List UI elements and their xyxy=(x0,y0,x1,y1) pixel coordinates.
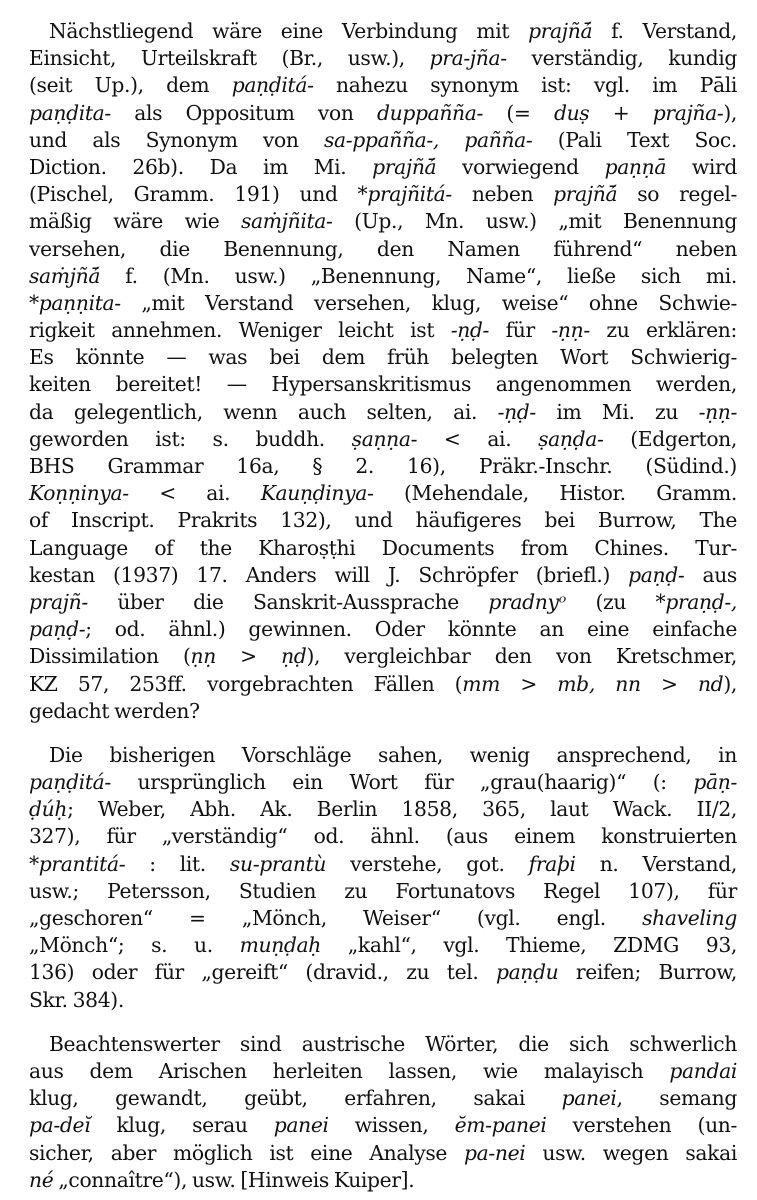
italic-term: né xyxy=(29,1167,54,1192)
text-run: für xyxy=(489,318,552,343)
text-line xyxy=(29,959,737,986)
text-run: ursprünglich ein Wort für „grau(haarig)“ (: xyxy=(110,770,694,795)
text-run: * xyxy=(29,290,39,315)
paragraph xyxy=(29,1031,737,1194)
italic-term: prajñitá- xyxy=(367,182,452,207)
text-line xyxy=(29,769,737,796)
text-run: usw.; Petersson, Studien zu Fortunatovs Regel 107), für xyxy=(29,878,737,903)
text-run: (Edgerton, xyxy=(603,426,737,451)
text-run: (Up., Mn. usw.) „mit Benennung xyxy=(332,209,737,234)
text-run: Einsicht, Urteilskraft (Br., usw.), xyxy=(29,46,430,71)
text-run: + xyxy=(589,100,653,125)
italic-term: pa-deĭ xyxy=(29,1113,91,1138)
text-run: ; od. ähnl.) gewinnen. Oder könnte an eine einfache xyxy=(85,617,737,642)
text-run: , semang xyxy=(616,1086,737,1111)
italic-term: paṇṇita- xyxy=(38,290,121,315)
italic-term: -ṇḍ- xyxy=(450,318,490,343)
text-run: of Inscript. Prakrits 132), und häufigeres bei Burrow, The xyxy=(29,508,737,533)
italic-term: shaveling xyxy=(642,906,737,930)
text-line xyxy=(29,698,737,725)
text-run: Nächstliegend wäre eine Verbindung mit xyxy=(49,19,529,43)
italic-term: pradnyᵒ xyxy=(488,589,567,614)
paragraph xyxy=(29,742,737,1014)
text-run: 327), für „verständig“ od. ähnl. (aus einem konstruierten xyxy=(29,824,737,849)
italic-term: paṇṇā xyxy=(604,154,667,179)
text-run: im Mi. zu xyxy=(535,399,699,424)
text-run: vorwiegend xyxy=(436,154,605,179)
text-run: BHS Grammar 16a, § 2. 16), Präkr.-Inschr. (Südind.) xyxy=(29,454,737,478)
text-run: (= xyxy=(483,100,554,125)
text-run: als Oppositum von xyxy=(110,100,377,125)
text-line xyxy=(29,181,737,208)
text-run: Beachtenswerter sind austrische Wörter, die sich schwerlich xyxy=(49,1031,737,1056)
text-line xyxy=(29,616,737,643)
text-run: ; Weber, Abh. Ak. Berlin 1858, 365, laut Wack. II/2, xyxy=(67,797,737,822)
italic-term: sa-ppañña-, pañña- xyxy=(323,127,533,152)
text-line xyxy=(29,823,737,850)
text-run: neben xyxy=(451,182,554,207)
text-line xyxy=(29,987,737,1014)
italic-term: ḍúḥ xyxy=(29,797,68,822)
text-run: < ai. xyxy=(128,481,261,506)
italic-term: duppañña- xyxy=(376,100,483,125)
text-line xyxy=(29,742,737,769)
text-line xyxy=(29,426,737,453)
text-line xyxy=(29,878,737,905)
text-run: über die Sanskrit-Aussprache xyxy=(87,589,489,614)
text-run: ), vergleichbar den von Kretschmer, xyxy=(306,644,737,669)
text-line xyxy=(29,1140,737,1167)
text-line xyxy=(29,290,737,317)
italic-term: fraþi xyxy=(528,851,576,876)
italic-term: Kauṇḍinya- xyxy=(260,481,374,506)
text-run: klug, gewandt, geübt, erfahren, sakai xyxy=(29,1086,562,1111)
text-run: rigkeit annehmen. Weniger leicht ist xyxy=(29,318,451,343)
text-run: Die bisherigen Vorschläge sahen, wenig ansprechend, in xyxy=(49,742,737,767)
text-line xyxy=(29,263,737,290)
text-run: Skr. 384). xyxy=(29,987,124,1012)
italic-term: ṣaṇṇa- xyxy=(351,426,418,451)
paragraph xyxy=(29,18,737,725)
text-run: Language of the Kharoṣṭhi Documents from Chines. Tur- xyxy=(29,535,737,560)
text-run: verständig, kundig xyxy=(506,46,737,71)
text-run: so regel- xyxy=(617,182,737,207)
text-run: klug, serau xyxy=(90,1113,274,1138)
italic-term: su-prantù xyxy=(229,851,327,876)
italic-term: paṇḍitá- xyxy=(231,73,314,98)
text-run: KZ 57, 253ff. vorgebrachten Fällen ( xyxy=(29,671,463,696)
italic-term: -ṇṇ- xyxy=(698,399,737,424)
text-run: geworden ist: s. buddh. xyxy=(29,426,352,451)
italic-term: Koṇṇinya- xyxy=(29,481,129,506)
text-run: Es könnte — was bei dem früh belegten Wort Schwierig- xyxy=(29,345,737,370)
text-line xyxy=(29,72,737,99)
italic-term: saṁjñita- xyxy=(240,209,333,234)
text-run: „Mönch“; s. u. xyxy=(29,933,240,958)
text-line xyxy=(29,453,737,480)
italic-term: paṇḍ- xyxy=(29,617,86,642)
italic-term: ṇṇ > ṇḍ xyxy=(190,644,307,669)
text-line xyxy=(29,1167,737,1194)
text-line xyxy=(29,1031,737,1058)
italic-term: paṇḍita- xyxy=(29,100,111,125)
text-run: (seit Up.), dem xyxy=(29,73,232,98)
text-line xyxy=(29,317,737,344)
italic-term: panei xyxy=(273,1113,329,1138)
italic-term: mm > mb, nn > nd xyxy=(462,671,724,696)
italic-term: prajñā́ xyxy=(553,182,618,207)
italic-term: prantitá- xyxy=(38,851,126,876)
text-run: zu erklären: xyxy=(589,318,737,343)
text-line xyxy=(29,236,737,263)
text-run: < ai. xyxy=(417,426,539,451)
text-line xyxy=(29,589,737,616)
text-line xyxy=(29,671,737,698)
text-line xyxy=(29,1085,737,1112)
text-line xyxy=(29,905,737,932)
text-run: n. Verstand, xyxy=(575,851,737,876)
document-body xyxy=(29,18,737,1194)
italic-term: prajña- xyxy=(652,100,724,125)
text-run: (Pischel, Gramm. 191) und * xyxy=(29,182,368,207)
text-run: „mit Verstand versehen, klug, weise“ ohne Schwie- xyxy=(120,290,737,315)
text-run: keiten bereitet! — Hypersanskritismus angenommen werden, xyxy=(29,372,737,397)
text-line xyxy=(29,1058,737,1085)
text-line xyxy=(29,371,737,398)
italic-term: pandai xyxy=(669,1058,737,1083)
text-run: ), xyxy=(723,671,737,696)
text-run: da gelegentlich, wenn auch selten, ai. xyxy=(29,399,498,424)
text-run: (zu * xyxy=(566,589,666,614)
italic-term: duṣ xyxy=(553,100,590,125)
text-line xyxy=(29,344,737,371)
text-run: „kahl“, vgl. Thieme, ZDMG 93, xyxy=(321,933,737,958)
text-line xyxy=(29,796,737,823)
italic-term: -ṇḍ- xyxy=(497,399,536,424)
text-run: nahezu synonym ist: vgl. im Pāli xyxy=(313,73,738,98)
text-line xyxy=(29,127,737,154)
text-line xyxy=(29,154,737,181)
text-run: kestan (1937) 17. Anders will J. Schröpfer (briefl.) xyxy=(29,562,629,587)
italic-term: pa-nei xyxy=(464,1140,526,1165)
italic-term: saṁjñā́ xyxy=(29,263,101,288)
text-line xyxy=(29,507,737,534)
text-run: * xyxy=(29,851,39,876)
text-run: aus dem Arischen herleiten lassen, wie malayisch xyxy=(29,1058,670,1083)
text-run: : lit. xyxy=(125,851,230,876)
text-run: „connaître“), usw. [Hinweis Kuiper]. xyxy=(53,1167,415,1192)
text-run: gedacht werden? xyxy=(29,698,200,723)
text-run: wissen, xyxy=(328,1113,455,1138)
italic-term: paṇḍ- xyxy=(628,562,685,587)
text-line xyxy=(29,643,737,670)
text-run: (Mehendale, Histor. Gramm. xyxy=(373,481,737,506)
text-line xyxy=(29,399,737,426)
text-run: ), xyxy=(723,100,738,125)
text-run: reifen; Burrow, xyxy=(558,960,737,985)
italic-term: ĕm-panei xyxy=(454,1113,547,1138)
text-line xyxy=(29,18,737,45)
text-run: f. Verstand, xyxy=(592,19,737,43)
text-line xyxy=(29,535,737,562)
italic-term: prajñā́ xyxy=(528,19,593,43)
text-run: mäßig wäre wie xyxy=(29,209,241,234)
text-run: f. (Mn. usw.) „Benennung, Name“, ließe sich mi. xyxy=(100,263,737,288)
text-line xyxy=(29,208,737,235)
text-run: wird xyxy=(666,154,737,179)
text-run: Dissimilation ( xyxy=(29,644,191,669)
text-run: 136) oder für „gereift“ (dravid., zu tel. xyxy=(29,960,496,985)
text-run: verstehen (un- xyxy=(546,1113,737,1138)
italic-term: pra-jña- xyxy=(429,46,507,71)
italic-term: panei xyxy=(561,1086,617,1111)
text-run: Diction. 26b). Da im Mi. xyxy=(29,154,373,179)
text-line xyxy=(29,1112,737,1139)
text-run: „geschoren“ = „Mönch, Weiser“ (vgl. engl. xyxy=(29,906,643,930)
italic-term: paṇḍu xyxy=(495,960,559,985)
italic-term: pāṇ- xyxy=(693,770,737,795)
text-line xyxy=(29,45,737,72)
text-run: usw. wegen sakai xyxy=(525,1140,737,1165)
italic-term: muṇḍaḥ xyxy=(239,933,322,958)
italic-term: prajñ- xyxy=(29,589,88,614)
italic-term: prajñā́ xyxy=(372,154,437,179)
text-run: sicher, aber möglich ist eine Analyse xyxy=(29,1140,465,1165)
text-line xyxy=(29,562,737,589)
italic-term: -ṇṇ- xyxy=(551,318,590,343)
text-line xyxy=(29,480,737,507)
text-run: (Pali Text Soc. xyxy=(532,127,738,152)
italic-term: praṇḍ-, xyxy=(665,589,737,614)
text-run: verstehe, got. xyxy=(326,851,529,876)
text-line xyxy=(29,932,737,959)
text-line xyxy=(29,851,737,878)
italic-term: paṇḍitá- xyxy=(29,770,111,795)
text-run: aus xyxy=(684,562,737,587)
text-line xyxy=(29,100,737,127)
italic-term: ṣaṇḍa- xyxy=(538,426,604,451)
text-run: versehen, die Benennung, den Namen führend“ neben xyxy=(29,236,737,261)
text-run: und als Synonym von xyxy=(29,127,324,152)
